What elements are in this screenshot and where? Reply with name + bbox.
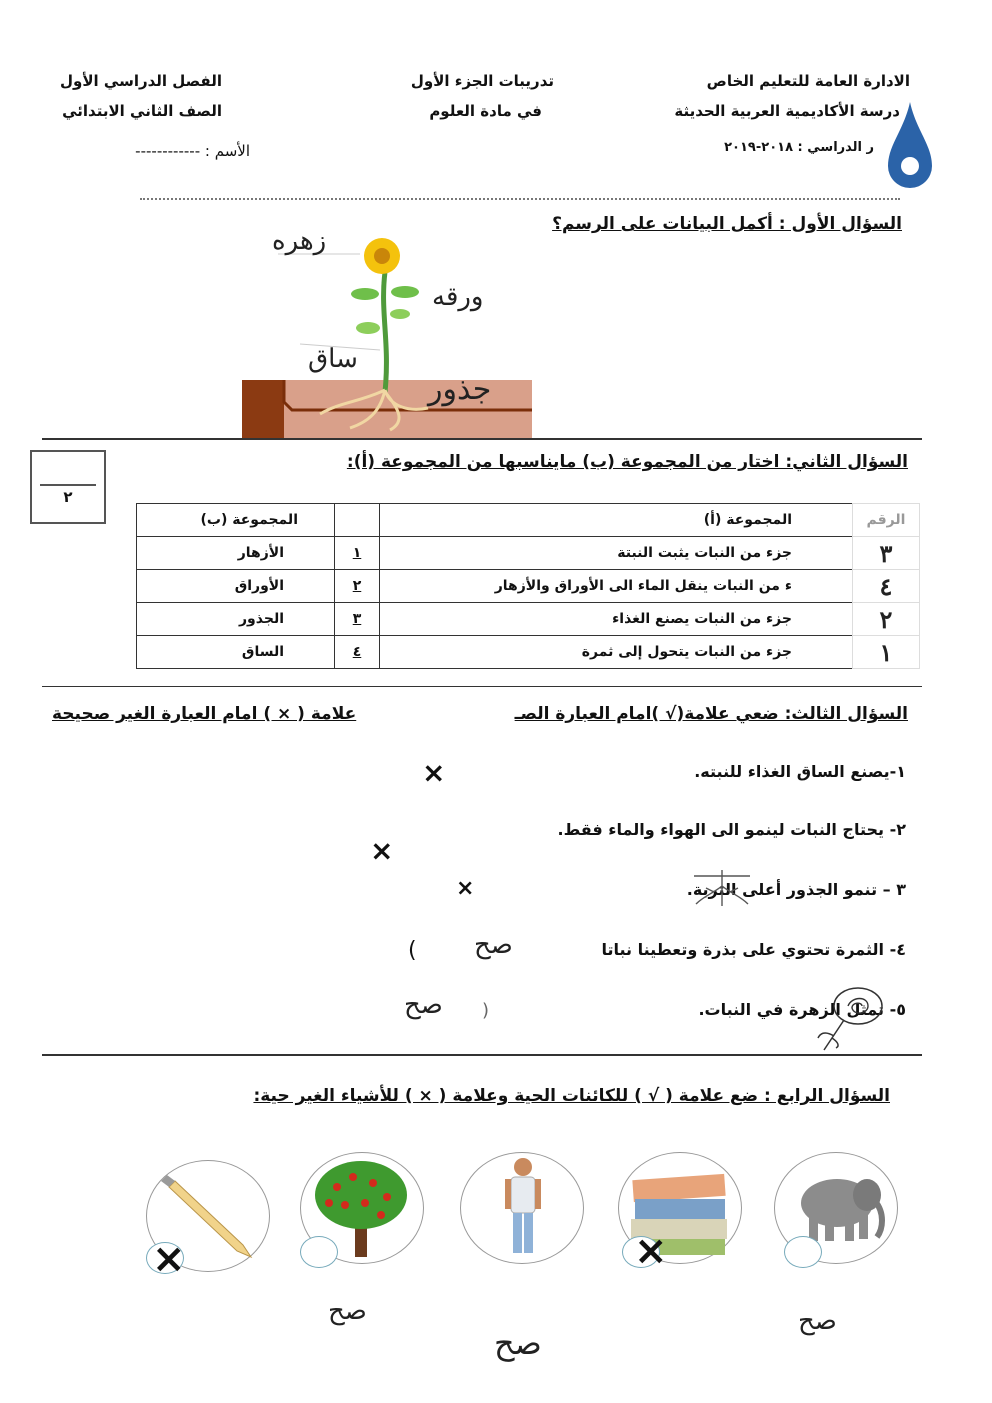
worksheet-title: تدريبات الجزء الأول [410, 72, 554, 90]
index-cell: ٤ [335, 636, 380, 669]
rose-icon [814, 984, 886, 1052]
plant-diagram [240, 232, 535, 440]
answer-cell: ١ [853, 636, 920, 669]
statement-2: ٢- يحتاج النبات لينمو الى الهواء والماء فقط. [557, 820, 906, 839]
group-a-cell: جزء من النبات يثبت النبتة [380, 537, 853, 570]
score-value: ٢ [63, 488, 73, 506]
semester-line: الفصل الدراسي الأول [60, 72, 222, 90]
q3-divider [42, 1054, 922, 1056]
answer-boy: صح [494, 1324, 542, 1362]
index-cell: ٢ [335, 570, 380, 603]
answer-cell: ٤ [853, 570, 920, 603]
answer-circle-elephant[interactable] [784, 1236, 822, 1268]
group-a-cell: جزء من النبات يتحول إلى ثمرة [380, 636, 853, 669]
school-admin-line: الادارة العامة للتعليم الخاص [706, 72, 910, 90]
answer-cell: ٣ [853, 537, 920, 570]
boy-icon [461, 1153, 583, 1263]
q1-divider [42, 438, 922, 440]
statement-1: ١-يصنع الساق الغذاء للنبته. [694, 762, 906, 781]
grade-line: الصف الثاني الابتدائي [62, 102, 222, 120]
answer-cell: ٢ [853, 603, 920, 636]
q3-title-left: علامة ( × ) امام العبارة الغير صحيحة [52, 704, 357, 724]
table-row [137, 636, 920, 669]
label-roots: جذور [428, 372, 492, 407]
school-name-line: درسة الأكاديمية العربية الحديثة [674, 102, 900, 120]
index-cell: ١ [335, 537, 380, 570]
paren-4: ( [408, 938, 417, 963]
group-b-cell: الأوراق [137, 570, 335, 603]
q4-title: السؤال الرابع : ضع علامة ( √ ) للكائنات الحية وعلامة ( × ) للأشياء الغير حية: [253, 1086, 890, 1106]
answer-books: × [634, 1228, 668, 1274]
answer-elephant: صح [798, 1306, 837, 1336]
statement-4: ٤- الثمرة تحتوي على بذرة وتعطينا نباتا [601, 940, 906, 959]
header-divider [140, 198, 900, 200]
answer-mark-4: صح [474, 930, 513, 960]
table-row [137, 570, 920, 603]
subject-line: في مادة العلوم [429, 102, 542, 120]
answer-circle-tree[interactable] [300, 1236, 338, 1268]
water-drop-logo [886, 100, 934, 192]
label-flower: زهره [272, 226, 327, 256]
paren-5: ) [482, 1000, 490, 1021]
boy-picture-circle [460, 1152, 584, 1264]
q2-title: السؤال الثاني: اختار من المجموعة (ب) مايناسبها من المجموعة (أ): [346, 452, 908, 472]
group-b-cell: الأزهار [137, 537, 335, 570]
statement-5: ٥- تمثل الزهرة في النبات. [698, 1000, 906, 1019]
answer-tree: صح [328, 1296, 367, 1326]
student-name-field: الأسم : ------------ [135, 142, 250, 160]
table-row [137, 537, 920, 570]
answer-mark-3: × [456, 876, 475, 901]
q2-divider [42, 686, 922, 687]
table-header-row [137, 504, 920, 537]
col-group-a-header: المجموعة (أ) [380, 504, 853, 537]
answer-mark-2: × [370, 834, 394, 867]
group-b-cell: الساق [137, 636, 335, 669]
answer-pencil: × [152, 1236, 186, 1282]
table-row [137, 603, 920, 636]
label-stem: ساق [308, 344, 358, 374]
index-cell: ٣ [335, 603, 380, 636]
answer-mark-5: صح [404, 990, 443, 1020]
group-a-cell: ء من النبات ينقل الماء الى الأوراق والأزهار [380, 570, 853, 603]
label-leaf: ورقه [432, 282, 484, 312]
group-a-cell: جزء من النبات يصنع الغذاء [380, 603, 853, 636]
col-group-b-header: المجموعة (ب) [137, 504, 335, 537]
col-num-header: الرقم [853, 504, 920, 537]
group-b-cell: الجذور [137, 603, 335, 636]
q3-title-right: السؤال الثالث: ضعي علامة(√ )امام العبارة الصـ [514, 704, 908, 724]
q1-title: السؤال الأول : أكمل البيانات على الرسم؟ [552, 214, 902, 234]
matching-table [136, 503, 920, 669]
school-year-line: ر الدراسي : ٢٠١٨-٢٠١٩ [724, 140, 874, 155]
score-box [30, 450, 106, 524]
roots-sketch-icon [692, 868, 752, 908]
statement-3: ٣ – تنمو الجذور أعلى التربة. [686, 880, 906, 899]
answer-mark-1: × [422, 756, 446, 789]
